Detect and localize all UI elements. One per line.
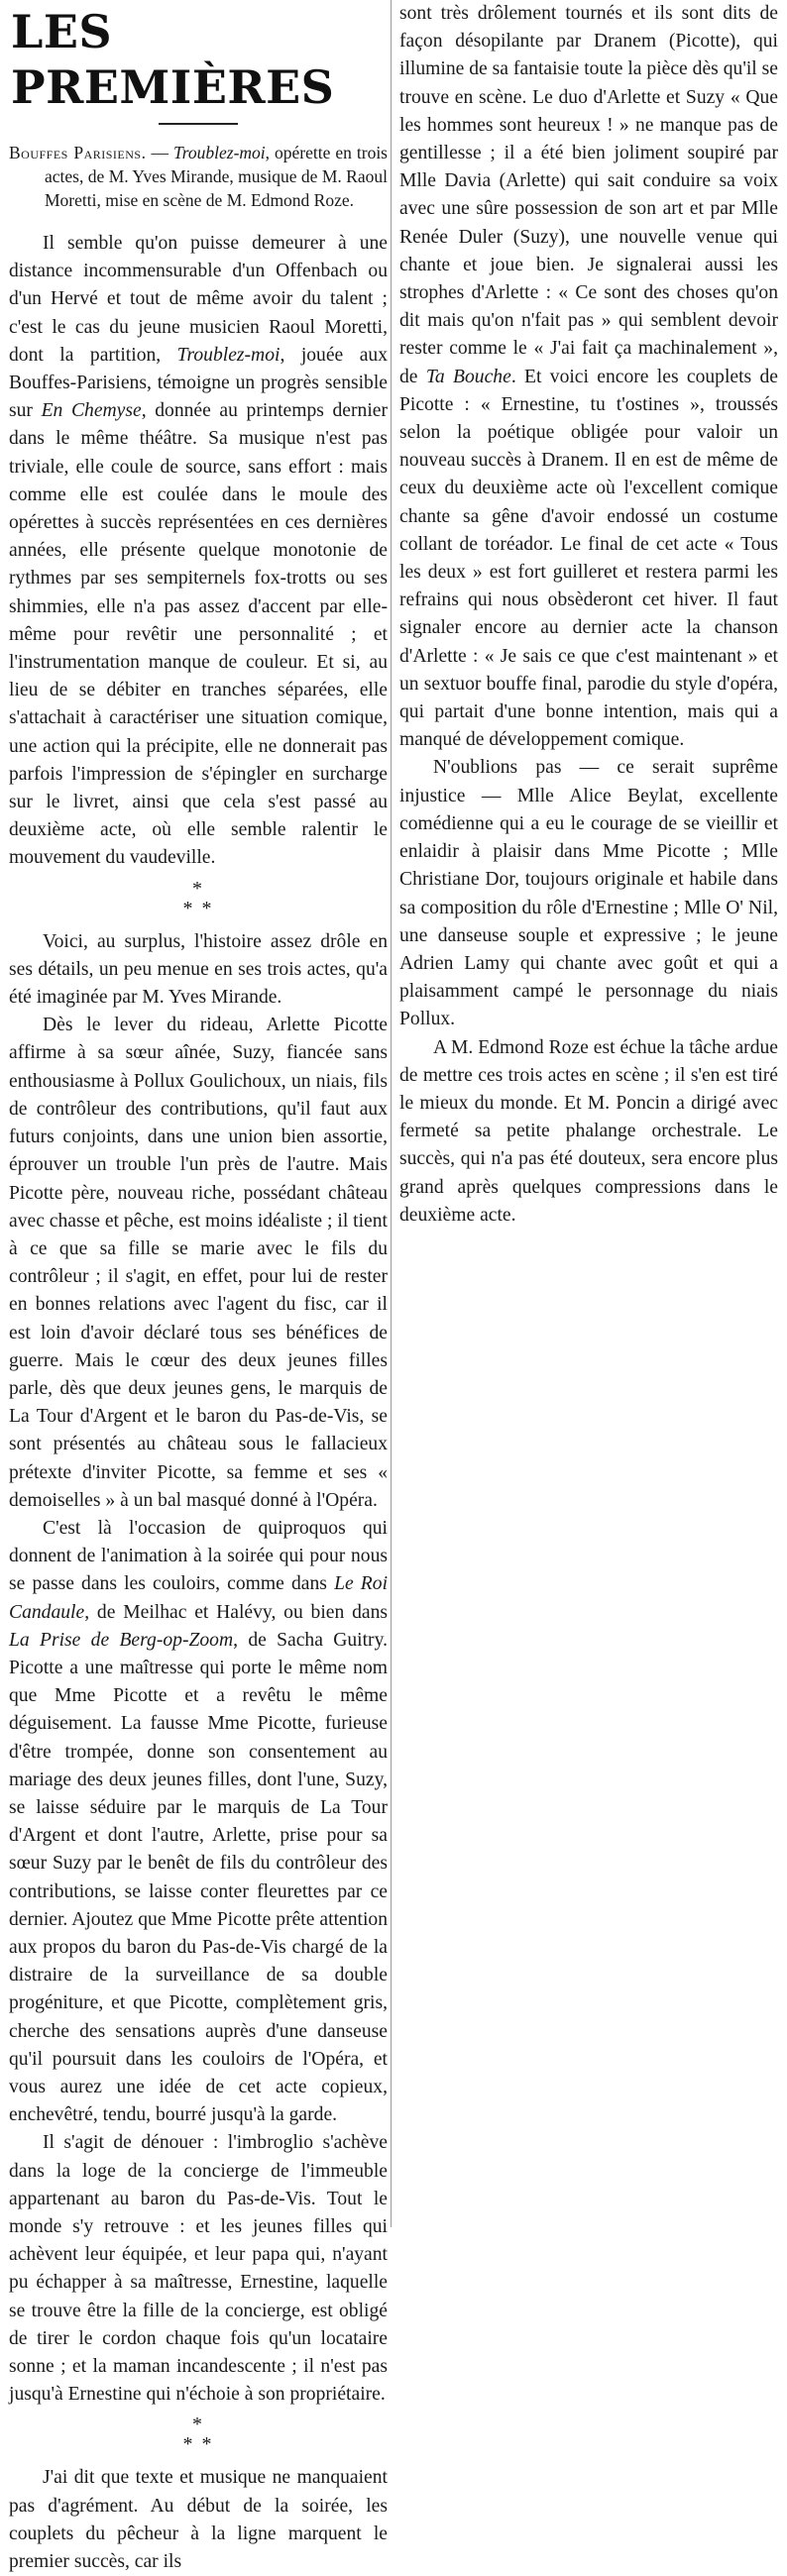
italic-title: La Prise de Berg-op-Zoom	[9, 1629, 234, 1651]
title-rule	[159, 123, 238, 125]
column-divider	[391, 0, 392, 2227]
article-title: LES PREMIÈRES	[11, 5, 335, 114]
section-separator	[9, 879, 388, 918]
italic-title: Ta Bouche	[425, 366, 511, 387]
credit-details: , opérette en trois actes, de M. Yves Mirande, musique de M. Raoul Moretti, mise en scène de M. Edmond Roze.	[45, 143, 388, 210]
paragraph-staging: A M. Edmond Roze est échue la tâche ardue de mettre ces trois actes en scène ; il s'en est tiré le mieux du monde. Et M. Poncin a dirigé avec fermeté sa petite phalange orchestrale. Le succès, qui n'a pas été douteux, sera encore plus grand après quelques compressions dans le deuxième acte.	[399, 1036, 778, 1226]
italic-title: Troublez-moi	[176, 344, 281, 366]
text-run: , de Meilhac et Halévy, ou bien dans	[84, 1601, 388, 1623]
text-run: , donnée au printemps dernier dans le même théâtre. Sa musique n'est pas triviale, elle coule de source, sans effort : mais comme elle est coulée dans le moule des opérettes à succès représentées en ces dernières années, elle présente quelque monotonie de rythmes par ses sempiternels fox-trotts ou ses shimmies, elle n'a pas assez d'accent par elle-même pour revêtir une personnalité ; et l'instrumentation manque de couleur. Et si, au lieu de se débiter en tranches séparées, elle s'attachait à caractériser une situation comique, une action qui la précipite, elle ne donnerait pas parfois l'impression de s'épingler en surcharge sur le livret, ainsi que cela s'est passé au deuxième acte, où elle semble ralentir le mouvement du vaudeville.	[9, 400, 388, 869]
paragraph-cast: N'oublions pas — ce serait suprême injustice — Mlle Alice Beylat, excellente comédienne qui a eu le courage de se vieillir et enlaidir à plaisir dans Mme Picotte ; Mlle Christiane Dor, toujours originale et habile dans sa composition du rôle d'Ernestine ; Mlle O' Nil, une danseuse souple et expressive ; le jeune Adrien Lamy qui chante avec goût et qui a plaisamment campé le personnage du niais Pollux.	[399, 757, 778, 1030]
production-credit	[9, 141, 388, 212]
italic-title: En Chemyse	[41, 400, 142, 422]
asterism-top: *	[192, 877, 204, 900]
italic-title: Le Roi Candaule	[9, 1573, 389, 1623]
text-run: sont très drôlement tournés et ils sont dits de façon désopilante par Dranem (Picotte), qui illumine de sa fantaisie toute la pièce dès qu'il se trouve en scène. Le duo d'Arlette et Suzy « Que les hommes sont heureux ! » ne manque pas de gentillesse ; il a été bien joliment soupiré par Mlle Davia (Arlette) qui sait conduire sa voix avec une sûre possession de son art et par Mlle Renée Duler (Suzy), une nouvelle venue qui chante et joue bien. Je signalerai aussi les strophes d'Arlette : « Ce sont des choses qu'on dit mais qu'on n'fait pas » qui semblent devoir rester comme le « J'ai fait ça machinalement », de	[399, 3, 778, 387]
paragraph-songs-continued	[399, 0, 778, 754]
right-column	[399, 0, 778, 1230]
text-run: . Et voici encore les couplets de Picotte : « Ernestine, tu t'ostines », troussés selon la poétique obligée pour valoir un nouveau succès à Dranem. Il en est de même de ceux du deuxième acte où l'excellent comique chante sa gêne d'avoir endossé un costume collant de toréador. Le final de cet acte « Tous les deux » est fort guilleret et restera parmi les refrains qui nous obsèderont cet hiver. Il faut signaler encore au dernier acte la chanson d'Arlette : « Je sais ce que c'est maintenant » et un sextuor bouffe final, parodie du style d'opéra, qui partait d'une bonne intention, mais qui a manqué de développement comique.	[399, 366, 778, 751]
paragraph-story-intro: Voici, au surplus, l'histoire assez drôle en ses détails, un peu menue en ses trois actes, qu'a été imaginée par M. Yves Mirande.	[9, 930, 388, 1009]
asterism-bottom: * *	[182, 2433, 214, 2456]
credit-dash: —	[146, 143, 173, 162]
paragraph-act-three: Il s'agit de dénouer : l'imbroglio s'achève dans la loge de la concierge de l'immeuble appartenant au baron du Pas-de-Vis. Tout le monde s'y retrouve : et les jeunes filles qui achèvent leur équipée, et leur papa qui, n'ayant pu échapper à sa maîtresse, Ernestine, laquelle se trouve être la fille de la concierge, est obligé de tirer le cordon chaque fois qu'un locataire sonne ; et la maman incandescente ; il n'est pas jusqu'à Ernestine qui n'échoie à son propriétaire.	[9, 2132, 388, 2406]
text-run: , de Sacha Guitry. Picotte a une maîtresse qui porte le même nom que Mme Picotte et a revêtu le même déguisement. La fausse Mme Picotte, furieuse d'être trompée, donne son consentement au mariage des deux jeunes filles, dont l'une, Suzy, se laisse séduire par le marquis de La Tour d'Argent et dont l'autre, Arlette, prise pour sa sœur Suzy par le benêt de fils du contrôleur des contributions, se laisse conter fleurettes par ce dernier. Ajoutez que Mme Picotte prête attention aux propos du baron du Pas-de-Vis chargé de la distraire de la surveillance de sa double progéniture, et que Picotte, complètement gris, cherche des sensations auprès d'une danseuse qu'il poursuit dans les couloirs de l'Opéra, et vous aurez une idée de cet acte copieux, enchevêtré, tendu, bourré jusqu'à la garde.	[9, 1629, 389, 2126]
work-title: Troublez-moi	[172, 143, 266, 162]
text-run: Il semble qu'on puisse demeurer à une distance incommensurable d'un Offenbach ou d'un Hervé et tout de même avoir du talent ; c'est le cas du jeune musicien Raoul Moretti, dont la partition,	[9, 233, 388, 366]
paragraph-act-two	[9, 1515, 388, 2129]
left-column	[9, 0, 388, 2576]
paragraph-songs-intro: J'ai dit que texte et musique ne manquaient pas d'agrément. Au début de la soirée, les couplets du pêcheur à la ligne marquent le premier succès, car ils	[9, 2467, 388, 2573]
paragraph-music-critique	[9, 230, 388, 873]
theatre-name: Bouffes Parisiens.	[9, 143, 147, 162]
text-run: C'est là l'occasion de quiproquos qui donnent de l'animation à la soirée qui pour nous se passe dans les couloirs, comme dans	[9, 1517, 388, 1595]
asterism-bottom: * *	[182, 897, 214, 919]
section-separator	[9, 2415, 388, 2454]
paragraph-act-one: Dès le lever du rideau, Arlette Picotte affirme à sa sœur aînée, Suzy, fiancée sans enthousiasme à Pollux Goulichoux, un niais, fils de contrôleur des contributions, qu'il faut aux futurs conjoints, dans une union bien assortie, éprouver un trouble l'un près de l'autre. Mais Picotte père, nouveau riche, possédant château avec chasse et pêche, est moins idéaliste ; il tient à ce que sa fille se marie avec le fils du contrôleur ; il s'agit, en effet, pour lui de rester en bonnes relations avec l'agent du fisc, car il est loin d'avoir déclaré tous ses bénéfices de guerre. Mais le cœur des deux jeunes filles parle, dès que deux jeunes gens, le marquis de La Tour d'Argent et le baron du Pas-de-Vis, se sont présentés au château sous le fallacieux prétexte d'inviter Picotte, sa femme et ses « demoiselles » à un bal masqué donné à l'Opéra.	[9, 1015, 388, 1511]
asterism-top: *	[192, 2414, 204, 2436]
text-run: , jouée aux Bouffes-Parisiens, témoigne un progrès sensible sur	[9, 344, 388, 422]
